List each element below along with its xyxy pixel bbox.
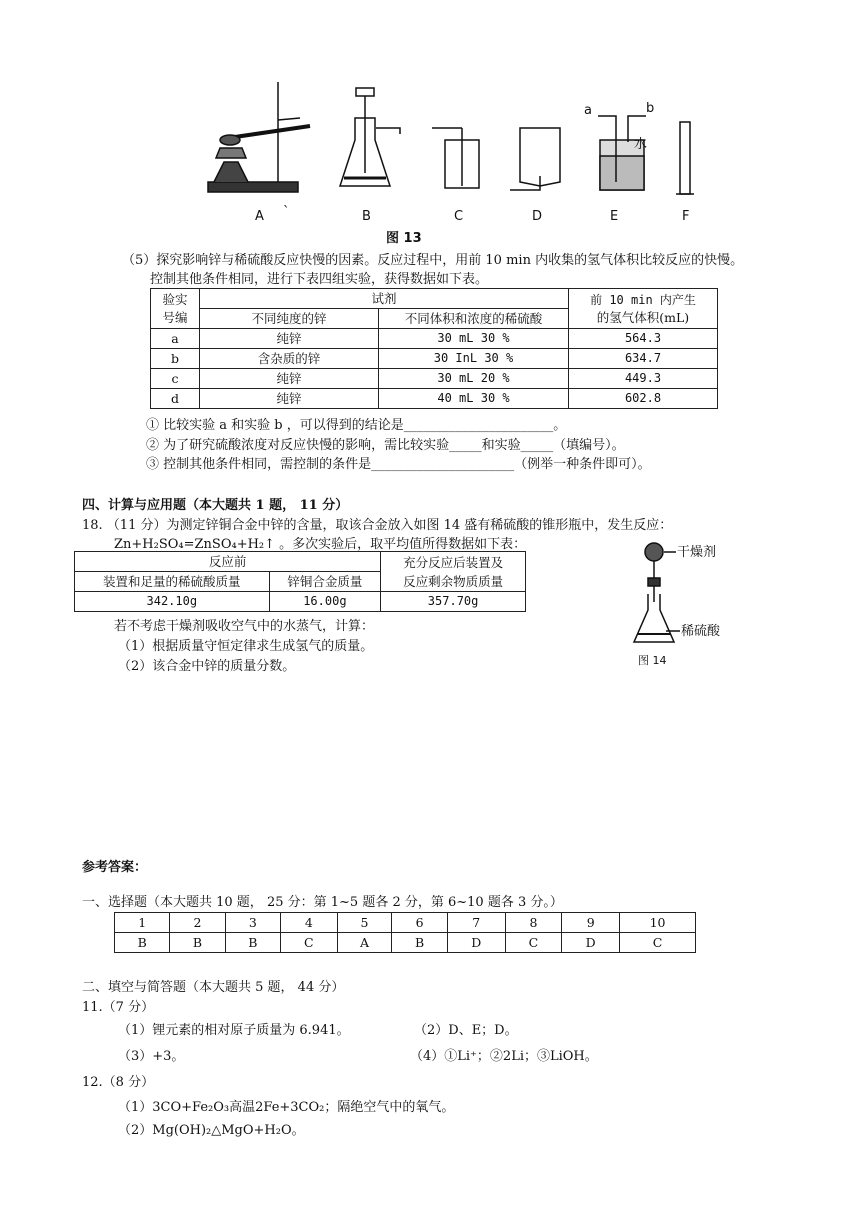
row-id: d (151, 389, 200, 409)
table-row (151, 369, 718, 389)
row-acid: 30 InL 30 % (379, 349, 569, 369)
mc-num: 1 (115, 913, 170, 933)
mc-num: 8 (505, 913, 562, 933)
figure-14-caption: 图 14 (638, 654, 667, 667)
figure-14 (628, 532, 738, 672)
q11-answer-1: （1）锂元素的相对原子质量为 6.941。 (118, 1023, 350, 1038)
row-volume: 634.7 (569, 349, 718, 369)
tick-mark: ` (283, 205, 290, 220)
header-before: 反应前 (75, 552, 381, 572)
header-after-1: 充分反应后装置及 (403, 554, 504, 570)
q12-heading: 12.（8 分） (82, 1075, 155, 1090)
header-alloy-mass: 锌铜合金质量 (269, 572, 381, 592)
label-e-a: a (584, 103, 592, 118)
table-row (75, 592, 526, 612)
fill-heading: 二、填空与简答题（本大题共 5 题， 44 分） (82, 980, 345, 995)
label-f: F (682, 209, 690, 224)
q5-sub1: ① 比较实验 a 和实验 b ，可以得到的结论是_______________________。 (146, 418, 567, 433)
row-zinc: 纯锌 (200, 389, 379, 409)
q5-sub2: ② 为了研究硫酸浓度对反应快慢的影响，需比较实验_____和实验_____（填编号）。 (146, 438, 625, 453)
header-after (381, 552, 526, 592)
header-after-2: 反应剩余物质质量 (403, 573, 504, 589)
row-acid: 40 mL 30 % (379, 389, 569, 409)
row-zinc: 纯锌 (200, 369, 379, 389)
header-exp-id-1: 验实 (162, 291, 188, 307)
header-zinc: 不同纯度的锌 (200, 309, 379, 329)
mc-answer: D (447, 933, 505, 953)
label-water: 水 (634, 137, 648, 152)
table-row (151, 349, 718, 369)
row-id: a (151, 329, 200, 349)
row-id: b (151, 349, 200, 369)
q11-answer-3: （3）+3。 (118, 1049, 185, 1064)
apparatus-drawing (200, 78, 710, 246)
row-volume: 602.8 (569, 389, 718, 409)
row-acid: 30 mL 20 % (379, 369, 569, 389)
q18-line1: 18. （11 分）为测定锌铜合金中锌的含量，取该合金放入如图 14 盛有稀硫酸的锥形瓶中，发生反应： (82, 518, 673, 533)
mc-answer: D (562, 933, 620, 953)
q5-table (150, 288, 718, 409)
q5-line1: （5）探究影响锌与稀硫酸反应快慢的因素。反应过程中，用前 10 min 内收集的氢气体积比较反应的快慢。 (122, 253, 744, 268)
figure-13 (200, 78, 710, 246)
q18-part1: （1）根据质量守恒定律求生成氢气的质量。 (118, 639, 374, 654)
value-apparatus-acid: 342.10g (75, 592, 270, 612)
q18-note: 若不考虑干燥剂吸收空气中的水蒸气，计算： (114, 619, 375, 634)
table-row (151, 389, 718, 409)
label-a: A (255, 209, 264, 224)
header-h2-volume-2: 的氢气体积(mL) (596, 309, 690, 325)
row-volume: 564.3 (569, 329, 718, 349)
header-apparatus-acid: 装置和足量的稀硫酸质量 (75, 572, 270, 592)
header-h2-volume-1: 前 10 min 内产生 (590, 292, 696, 307)
mc-num: 9 (562, 913, 620, 933)
header-h2-volume (569, 289, 718, 329)
header-reagent: 试剂 (200, 289, 569, 309)
label-d: D (532, 209, 543, 224)
q5-sub3: ③ 控制其他条件相同，需控制的条件是______________________（例举一种条件即可）。 (146, 457, 651, 472)
label-e: E (610, 209, 619, 224)
mc-answer: B (115, 933, 170, 953)
q5-line2: 控制其他条件相同，进行下表四组实验，获得数据如下表。 (150, 272, 489, 287)
mc-num: 4 (281, 913, 338, 933)
mc-num: 3 (225, 913, 280, 933)
mc-num: 7 (447, 913, 505, 933)
mc-number-row (115, 913, 696, 933)
q11-answer-4: （4）①Li⁺；②2Li；③LiOH。 (410, 1049, 598, 1064)
header-acid: 不同体积和浓度的稀硫酸 (379, 309, 569, 329)
label-e-b: b (646, 101, 655, 116)
header-exp-id (151, 289, 200, 329)
row-zinc: 纯锌 (200, 329, 379, 349)
mc-num: 10 (620, 913, 696, 933)
mc-answer-table (114, 912, 696, 953)
label-desiccant: 干燥剂 (677, 545, 717, 560)
q11-heading: 11.（7 分） (82, 1000, 155, 1015)
mc-answer: B (170, 933, 225, 953)
mc-num: 6 (392, 913, 447, 933)
label-dilute-acid: 稀硫酸 (681, 624, 721, 639)
table-row (151, 329, 718, 349)
header-exp-id-2: 号编 (162, 309, 188, 325)
q12-answer-2: （2）Mg(OH)₂△MgO+H₂O。 (118, 1123, 305, 1138)
flask-drawing (628, 532, 738, 672)
answers-heading: 参考答案： (82, 860, 148, 875)
q18-part2: （2）该合金中锌的质量分数。 (118, 659, 296, 674)
figure-13-caption: 图 13 (386, 231, 422, 246)
section4-heading: 四、计算与应用题（本大题共 1 题， 11 分） (82, 498, 349, 513)
mc-answer: C (620, 933, 696, 953)
row-id: c (151, 369, 200, 389)
value-after: 357.70g (381, 592, 526, 612)
q11-answer-2: （2）D、E；D。 (414, 1023, 518, 1038)
mc-answer-row (115, 933, 696, 953)
mc-answer: C (505, 933, 562, 953)
mc-answer: B (392, 933, 447, 953)
mc-num: 2 (170, 913, 225, 933)
mc-num: 5 (337, 913, 392, 933)
mc-answer: B (225, 933, 280, 953)
mc-heading: 一、选择题（本大题共 10 题， 25 分：第 1~5 题各 2 分，第 6~10 题各 3 分。） (82, 895, 563, 910)
row-zinc: 含杂质的锌 (200, 349, 379, 369)
q18-table (74, 551, 526, 612)
label-c: C (454, 209, 464, 224)
value-alloy-mass: 16.00g (269, 592, 381, 612)
mc-answer: A (337, 933, 392, 953)
row-acid: 30 mL 30 % (379, 329, 569, 349)
q18-equation: Zn+H₂SO₄=ZnSO₄+H₂↑ 。多次实验后，取平均值所得数据如下表： (114, 537, 527, 552)
row-volume: 449.3 (569, 369, 718, 389)
q12-answer-1: （1）3CO+Fe₂O₃高温2Fe+3CO₂；隔绝空气中的氧气。 (118, 1100, 455, 1115)
mc-answer: C (281, 933, 338, 953)
label-b: B (362, 209, 371, 224)
